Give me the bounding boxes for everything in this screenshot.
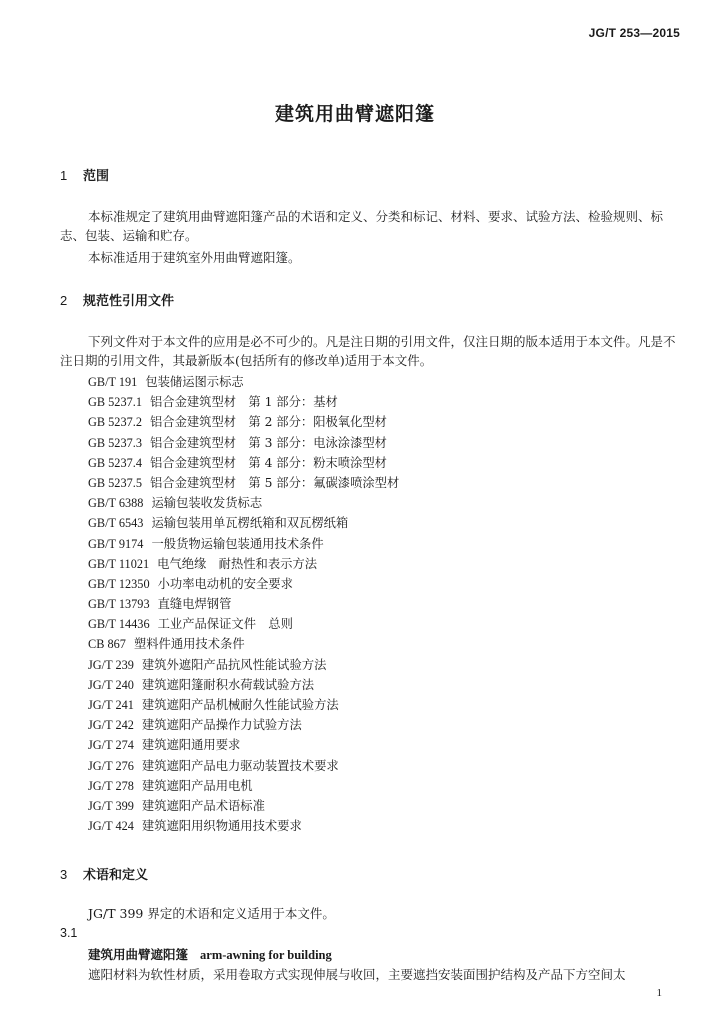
section-1-heading [60,165,109,184]
reference-code: JG/T 274 [88,738,134,753]
reference-item [88,695,399,715]
reference-code: GB/T 191 [88,375,138,389]
reference-item [88,392,399,412]
reference-item [88,614,399,634]
term-entry [88,945,332,963]
term-english: arm-awning for building [200,948,332,962]
reference-title: 运输包装用单瓦楞纸箱和双瓦楞纸箱 [151,516,349,531]
reference-title: 建筑遮阳产品术语标准 [141,798,265,813]
reference-title: 建筑遮阳产品用电机 [141,778,253,793]
subclause-number: 3.1 [60,926,78,940]
section-title: 术语和定义 [83,868,149,883]
terms-intro: JG/T 399 界定的术语和定义适用于本文件。 [88,906,335,921]
reference-title: 塑料件通用技术条件 [133,637,245,652]
reference-title: 建筑遮阳产品电力驱动装置技术要求 [141,758,339,773]
reference-item [88,534,399,554]
reference-item [88,594,399,614]
reference-item [88,796,399,816]
reference-item [88,433,399,453]
reference-code: GB 5237.4 [88,455,142,470]
reference-code: GB 5237.1 [88,395,142,410]
reference-title: 铝合金建筑型材 第 1 部分：基材 [149,395,338,410]
standard-code: JG/T 253—2015 [588,26,680,40]
reference-title: 包装储运图示标志 [145,375,244,389]
reference-code: JG/T 240 [88,677,134,692]
reference-code: JG/T 424 [88,819,134,834]
reference-item [88,493,399,513]
reference-title: 工业产品保证文件 总则 [157,617,293,632]
reference-code: GB 5237.2 [88,415,142,430]
section-2-heading [60,290,174,309]
reference-title: 建筑遮阳产品机械耐久性能试验方法 [141,698,339,712]
reference-code: GB/T 6388 [88,496,144,511]
reference-item [88,776,399,796]
reference-title: 铝合金建筑型材 第 3 部分：电泳涂漆型材 [149,435,387,450]
scope-paragraph-2: 本标准适用于建筑室外用曲臂遮阳篷。 [88,250,301,265]
reference-item [88,715,399,735]
reference-title: 铝合金建筑型材 第 2 部分：阳极氧化型材 [149,415,387,430]
section-number: 2 [60,293,68,308]
reference-code: GB/T 14436 [88,617,150,632]
reference-title: 建筑遮阳用织物通用技术要求 [141,819,302,834]
reference-title: 建筑外遮阳产品抗风性能试验方法 [141,657,327,672]
reference-code: GB/T 13793 [88,597,150,612]
reference-code: GB 5237.3 [88,435,142,450]
reference-code: JG/T 278 [88,778,134,793]
references-intro: 下列文件对于本文件的应用是必不可少的。凡是注日期的引用文件，仅注日期的版本适用于本文件。凡是不注日期的引用文件，其最新版本(包括所有的修改单)适用于本文件。 [60,334,676,368]
scope-paragraph-1: 本标准规定了建筑用曲臂遮阳篷产品的术语和定义、分类和标记、材料、要求、试验方法、检验规则、标志、包装、运输和贮存。 [60,209,664,243]
reference-title: 运输包装收发货标志 [151,496,263,511]
reference-code: JG/T 239 [88,657,134,672]
page-number: 1 [656,987,662,999]
reference-item [88,473,399,493]
reference-title: 电气绝缘 耐热性和表示方法 [157,556,318,571]
reference-title: 铝合金建筑型材 第 5 部分：氟碳漆喷涂型材 [149,475,400,490]
reference-code: GB/T 6543 [88,516,144,531]
normative-reference-list [88,372,399,836]
reference-title: 直缝电焊钢管 [157,597,232,612]
reference-item [88,372,399,392]
reference-code: CB 867 [88,637,126,652]
reference-item [88,574,399,594]
reference-code: GB/T 11021 [88,556,150,571]
reference-title: 一般货物运输包装通用技术条件 [151,536,324,551]
reference-item [88,735,399,755]
term-chinese: 建筑用曲臂遮阳篷 [88,947,189,962]
reference-item [88,634,399,654]
reference-code: GB/T 9174 [88,536,144,551]
section-number: 3 [60,867,68,882]
reference-code: GB 5237.5 [88,475,142,490]
reference-item [88,513,399,533]
reference-title: 建筑遮阳产品操作力试验方法 [141,718,302,733]
reference-code: JG/T 399 [88,798,134,813]
section-number: 1 [60,168,68,183]
term-definition: 遮阳材料为软性材质，采用卷取方式实现伸展与收回，主要遮挡安装面围护结构及产品下方空间太 [88,967,626,982]
reference-title: 建筑遮阳篷耐积水荷载试验方法 [141,677,315,692]
reference-title: 小功率电动机的安全要求 [157,576,293,591]
reference-item [88,412,399,432]
reference-code: JG/T 276 [88,758,134,773]
document-title: 建筑用曲臂遮阳篷 [274,103,435,125]
reference-code: JG/T 241 [88,698,134,712]
section-title: 范围 [83,169,110,184]
reference-item [88,816,399,836]
reference-item [88,453,399,473]
section-title: 规范性引用文件 [83,294,175,309]
reference-code: GB/T 12350 [88,576,150,591]
reference-title: 铝合金建筑型材 第 4 部分：粉末喷涂型材 [149,455,387,470]
reference-item [88,655,399,675]
reference-item [88,675,399,695]
section-3-heading [60,864,148,883]
reference-code: JG/T 242 [88,718,134,733]
reference-item [88,554,399,574]
reference-title: 建筑遮阳通用要求 [141,738,241,753]
reference-item [88,756,399,776]
